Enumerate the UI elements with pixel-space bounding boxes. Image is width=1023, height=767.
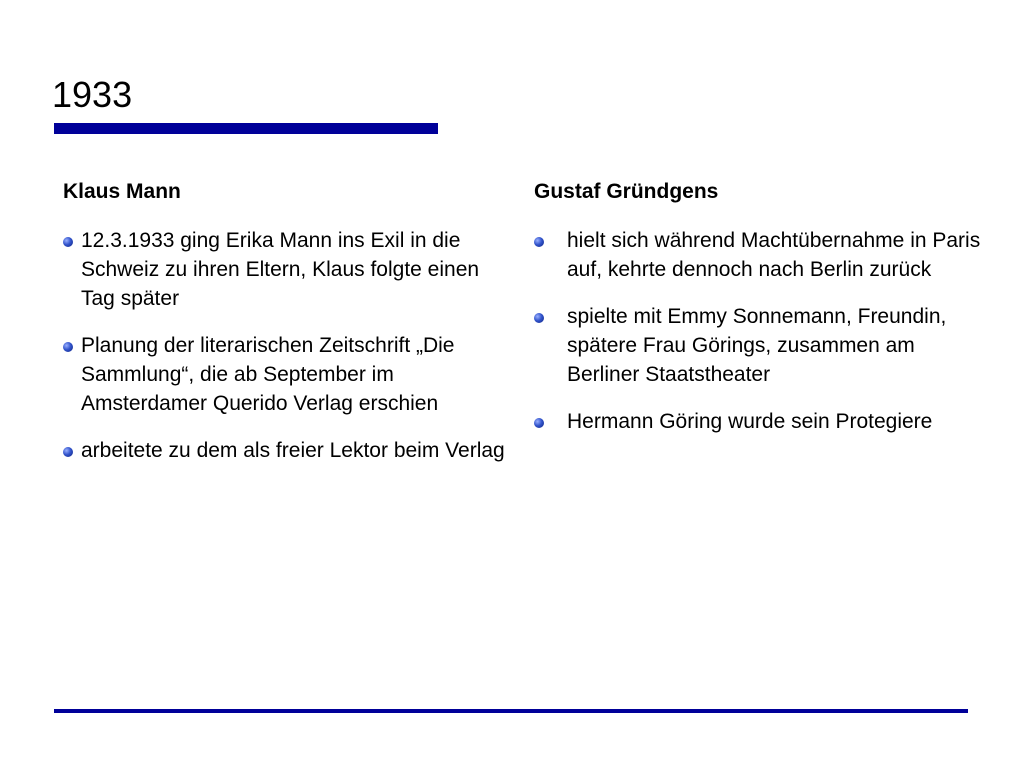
left-column <box>63 178 513 483</box>
bullet-icon <box>534 237 544 247</box>
slide-title: 1933 <box>52 74 133 115</box>
bullet-icon <box>63 237 73 247</box>
bullet-item <box>534 407 984 436</box>
bullet-text: hielt sich während Machtübernahme in Paris auf, kehrte dennoch nach Berlin zurück <box>567 229 981 281</box>
bullet-item <box>63 331 513 418</box>
bullet-text: Planung der literarischen Zeitschrift „Die Sammlung“, die ab September im Amsterdamer Querido Verlag erschien <box>81 334 455 415</box>
bullet-icon <box>534 418 544 428</box>
right-bullet-list <box>534 226 984 436</box>
bullet-icon <box>63 342 73 352</box>
right-column <box>534 178 984 454</box>
bullet-text: Hermann Göring wurde sein Protegiere <box>567 410 933 433</box>
bullet-text: spielte mit Emmy Sonnemann, Freundin, spätere Frau Görings, zusammen am Berliner Staatstheater <box>567 305 947 386</box>
title-underline <box>54 123 438 134</box>
bullet-icon <box>63 447 73 457</box>
bullet-item <box>534 302 984 389</box>
right-column-heading: Gustaf Gründgens <box>534 180 719 203</box>
bullet-item <box>63 436 513 465</box>
bullet-item <box>63 226 513 313</box>
bullet-text: arbeitete zu dem als freier Lektor beim Verlag <box>81 439 505 462</box>
footer-rule <box>54 709 968 713</box>
left-bullet-list <box>63 226 513 465</box>
bullet-icon <box>534 313 544 323</box>
left-column-heading: Klaus Mann <box>63 180 181 203</box>
bullet-text: 12.3.1933 ging Erika Mann ins Exil in die Schweiz zu ihren Eltern, Klaus folgte einen Tag später <box>81 229 480 310</box>
bullet-item <box>534 226 984 284</box>
